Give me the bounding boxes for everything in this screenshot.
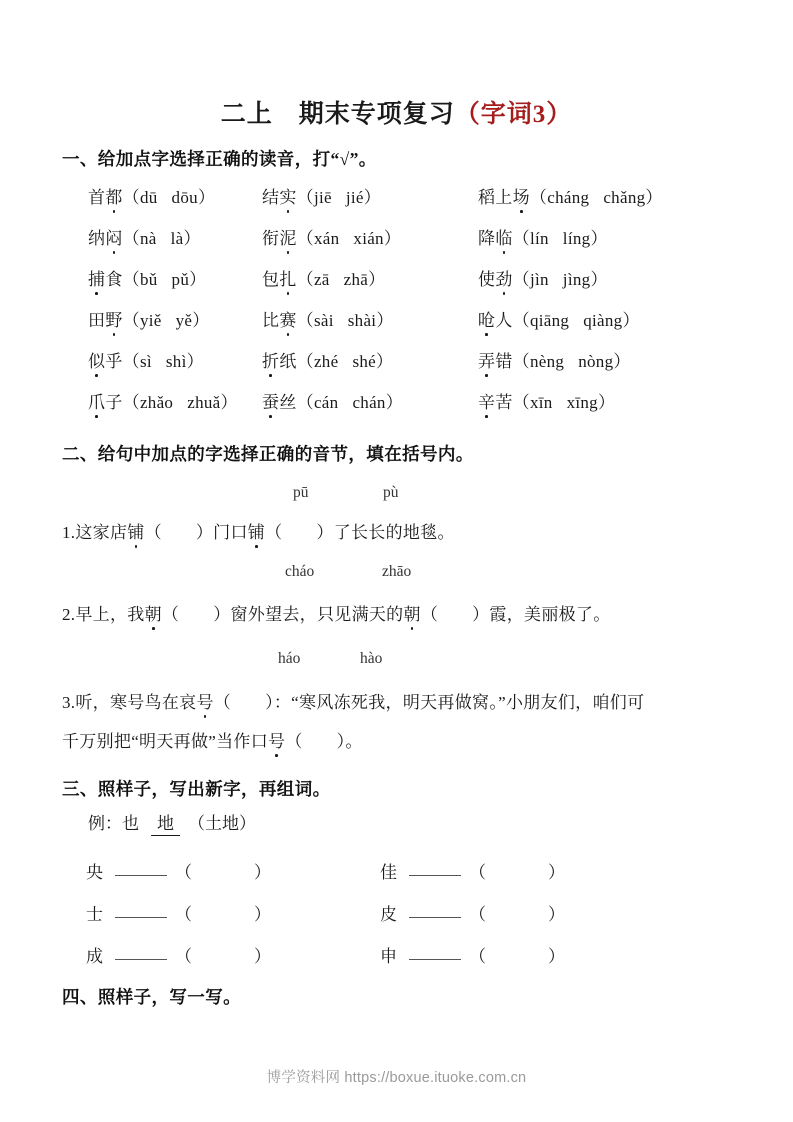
paren-close: ） (186, 352, 204, 371)
pinyin-choice-item[interactable] (262, 306, 394, 331)
write-word-parens[interactable] (469, 942, 565, 967)
write-word-parens[interactable] (175, 942, 271, 967)
dotted-char: 朝 (404, 600, 421, 625)
dotted-char: 辛 (478, 388, 495, 413)
paren-close: ） (622, 311, 640, 330)
answer-blank-parens[interactable] (214, 688, 265, 713)
pinyin-hint: cháo (285, 563, 315, 580)
pinyin-choice-row (0, 306, 793, 336)
word-prefix: 首 (88, 188, 106, 207)
dotted-char: 劲 (495, 265, 512, 290)
section-heading-2: 二、给句中加点的字选择正确的音节，填在括号内。 (62, 444, 474, 464)
pinyin-option-1[interactable]: qiāng (529, 311, 570, 330)
pinyin-hint: háo (278, 650, 301, 667)
section-3-example (88, 809, 256, 836)
new-char-item[interactable] (380, 900, 565, 925)
paren-close: ） (548, 905, 565, 924)
pinyin-choice-item[interactable] (88, 306, 210, 331)
sentence-text: 3.听，寒号鸟在哀 (62, 693, 197, 712)
dotted-char: 都 (105, 183, 122, 208)
dotted-char: 朝 (145, 600, 162, 625)
word-prefix: 纳 (88, 229, 106, 248)
dotted-char: 号 (268, 727, 285, 752)
pinyin-option-2[interactable]: jìng (562, 270, 591, 289)
example-label: 例： (88, 814, 122, 833)
new-char-item[interactable] (380, 942, 565, 967)
dotted-char: 野 (105, 306, 122, 331)
footer-watermark: 博学资料网 https://boxue.ituoke.com.cn (266, 1070, 527, 1086)
answer-blank-parens[interactable] (162, 600, 213, 625)
sentence-text: ）霞，美丽极了。 (472, 605, 611, 624)
paren-open: （ (296, 188, 314, 207)
pinyin-choice-item[interactable] (262, 183, 381, 208)
dotted-char: 扎 (279, 265, 296, 290)
answer-blank-parens[interactable] (421, 600, 472, 625)
word-suffix: 苦 (495, 393, 513, 412)
paren-open: （ (122, 352, 140, 371)
paren-open: （ (175, 863, 192, 882)
paren-open: （ (122, 311, 140, 330)
pinyin-option-1[interactable]: jiē (313, 188, 332, 207)
new-char-item[interactable] (86, 942, 271, 967)
pinyin-option-2[interactable]: zhā (343, 270, 369, 289)
pinyin-option-2[interactable]: líng (562, 229, 591, 248)
pinyin-option-2[interactable]: chán (352, 393, 386, 412)
write-char-blank[interactable] (409, 917, 461, 918)
base-char: 士 (86, 905, 103, 924)
dotted-char: 赛 (279, 306, 296, 331)
pinyin-hint: pù (383, 484, 399, 501)
sentence-line (62, 600, 611, 625)
pinyin-option-2[interactable]: yě (175, 311, 193, 330)
pinyin-option-1[interactable]: sài (313, 311, 334, 330)
paren-open: （ (469, 905, 486, 924)
word-prefix: 降 (478, 229, 496, 248)
word-suffix: 错 (495, 352, 513, 371)
paren-open: （ (420, 605, 439, 624)
pinyin-choice-item[interactable] (262, 224, 401, 249)
write-word-parens[interactable] (175, 900, 271, 925)
paren-close: ） (613, 352, 631, 371)
word-suffix: 丝 (279, 393, 297, 412)
pinyin-option-1[interactable]: jìn (529, 270, 549, 289)
pinyin-option-2[interactable]: shì (165, 352, 187, 371)
paren-close: ） (254, 905, 271, 924)
paren-close: ） (254, 863, 271, 882)
pinyin-choice-row (0, 183, 793, 213)
dotted-char: 蚕 (262, 388, 279, 413)
paren-open: （ (512, 352, 530, 371)
paren-close: ） (598, 393, 616, 412)
dotted-char: 折 (262, 347, 279, 372)
pinyin-hint: pū (293, 484, 309, 501)
example-answer-char: 地 (151, 809, 180, 836)
paren-open: （ (122, 188, 140, 207)
pinyin-option-1[interactable]: bǔ (139, 270, 158, 289)
paren-open: （ (122, 270, 140, 289)
base-char: 成 (86, 947, 103, 966)
pinyin-option-1[interactable]: zhé (313, 352, 339, 371)
pinyin-option-1[interactable]: cán (313, 393, 339, 412)
sentence-line (62, 518, 455, 543)
paren-open: （ (296, 311, 314, 330)
word-prefix: 稻上 (478, 188, 513, 207)
sentence-text: ）：“寒风冻死我，明天再做窝。”小朋友们，咱们可 (265, 693, 645, 712)
paren-open: （ (175, 905, 192, 924)
pinyin-option-1[interactable]: zhǎo (139, 393, 174, 412)
paren-close: ） (548, 947, 565, 966)
base-char: 央 (86, 863, 103, 882)
dotted-char: 捕 (88, 265, 105, 290)
dotted-char: 爪 (88, 388, 105, 413)
sentence-line (62, 727, 363, 752)
word-suffix: 子 (105, 393, 123, 412)
pinyin-option-2[interactable]: shài (347, 311, 377, 330)
pinyin-option-1[interactable]: cháng (547, 188, 590, 207)
example-base-char: 也 (122, 814, 139, 833)
paren-close: ） (376, 352, 394, 371)
section-heading-3: 三、照样子，写出新字，再组词。 (62, 779, 331, 799)
write-word-parens[interactable] (469, 858, 565, 883)
dotted-char: 铺 (248, 518, 265, 543)
sentence-text: 1.这家店 (62, 523, 128, 542)
pinyin-choice-item[interactable] (88, 347, 204, 372)
answer-blank-parens[interactable] (145, 518, 196, 543)
pinyin-choice-row (0, 224, 793, 254)
dotted-char: 号 (196, 688, 213, 713)
pinyin-choice-item[interactable] (88, 265, 206, 290)
write-word-parens[interactable] (175, 858, 271, 883)
dotted-char: 泥 (279, 224, 296, 249)
pinyin-option-2[interactable]: zhuǎ (187, 393, 221, 412)
pinyin-option-2[interactable]: chǎng (603, 188, 646, 207)
pinyin-choice-row (0, 347, 793, 377)
paren-open: （ (529, 188, 548, 207)
paren-close: ） (548, 863, 565, 882)
paren-open: （ (512, 229, 530, 248)
write-char-blank[interactable] (115, 875, 167, 876)
pinyin-option-2[interactable]: shé (352, 352, 376, 371)
word-suffix: 乎 (105, 352, 123, 371)
paren-open: （ (512, 393, 530, 412)
paren-open: （ (213, 693, 232, 712)
paren-open: （ (285, 732, 303, 751)
pinyin-choice-row (0, 388, 793, 418)
word-prefix: 使 (478, 270, 496, 289)
base-char: 申 (380, 947, 397, 966)
pinyin-option-2[interactable]: xián (353, 229, 384, 248)
paren-close: ） (363, 188, 382, 207)
word-prefix: 衔 (262, 229, 280, 248)
pinyin-option-1[interactable]: xán (313, 229, 340, 248)
base-char: 佳 (380, 863, 397, 882)
pinyin-option-1[interactable]: sì (139, 352, 152, 371)
pinyin-choice-item[interactable] (262, 347, 393, 372)
pinyin-choice-item[interactable] (478, 306, 640, 331)
pinyin-option-1[interactable]: zā (313, 270, 330, 289)
paren-close: ） (368, 270, 386, 289)
pinyin-option-2[interactable]: qiàng (583, 311, 623, 330)
write-char-blank[interactable] (115, 959, 167, 960)
paren-close: ） (590, 229, 608, 248)
word-prefix: 结 (262, 188, 280, 207)
pinyin-choice-row (0, 265, 793, 295)
pinyin-option-2[interactable]: pǔ (171, 270, 190, 289)
dotted-char: 弄 (478, 347, 495, 372)
pinyin-choice-item[interactable] (478, 224, 608, 249)
word-suffix: 人 (495, 311, 513, 330)
dotted-char: 铺 (127, 518, 144, 543)
write-char-blank[interactable] (409, 959, 461, 960)
pinyin-option-2[interactable]: jié (345, 188, 364, 207)
paren-close: ） (645, 188, 663, 207)
word-prefix: 包 (262, 270, 280, 289)
write-char-blank[interactable] (115, 917, 167, 918)
paren-open: （ (144, 523, 162, 542)
pinyin-choice-item[interactable] (88, 183, 215, 208)
page-title (0, 94, 793, 130)
pinyin-option-2[interactable]: là (170, 229, 184, 248)
pinyin-option-1[interactable]: dū (139, 188, 158, 207)
sentence-line (62, 688, 644, 713)
dotted-char: 闷 (105, 224, 122, 249)
answer-blank-parens[interactable] (265, 518, 316, 543)
sentence-text: ）了长长的地毯。 (316, 523, 455, 542)
page-title-main: 二上 期末专项复习 (220, 101, 455, 128)
new-char-item[interactable] (380, 858, 565, 883)
paren-open: （ (175, 947, 192, 966)
paren-close: ） (590, 270, 608, 289)
paren-open: （ (296, 352, 314, 371)
pinyin-option-2[interactable]: xīng (566, 393, 598, 412)
paren-open: （ (512, 311, 530, 330)
paren-open: （ (265, 523, 283, 542)
pinyin-choice-item[interactable] (478, 388, 615, 413)
pinyin-option-1[interactable]: nèng (529, 352, 565, 371)
paren-close: ） (183, 229, 201, 248)
answer-blank-parens[interactable] (285, 727, 336, 752)
sentence-text: 2.早上，我 (62, 605, 145, 624)
word-suffix: 纸 (279, 352, 297, 371)
dotted-char: 临 (495, 224, 512, 249)
pinyin-choice-item[interactable] (88, 388, 238, 413)
section-heading-4: 四、照样子，写一写。 (62, 987, 241, 1007)
pinyin-option-2[interactable]: nòng (578, 352, 614, 371)
word-prefix: 比 (262, 311, 280, 330)
pinyin-option-1[interactable]: xīn (529, 393, 553, 412)
page-title-accent: （字词3） (454, 101, 573, 128)
paren-open: （ (296, 270, 314, 289)
paren-open: （ (161, 605, 180, 624)
pinyin-choice-item[interactable] (478, 265, 608, 290)
base-char: 皮 (380, 905, 397, 924)
pinyin-hint: hào (360, 650, 383, 667)
pinyin-hint: zhāo (382, 563, 412, 580)
paren-close: ） (197, 188, 216, 207)
example-word: （土地） (188, 814, 256, 833)
pinyin-choice-item[interactable] (262, 265, 385, 290)
word-prefix: 田 (88, 311, 106, 330)
paren-open: （ (469, 947, 486, 966)
paren-close: ） (383, 229, 402, 248)
paren-close: ） (189, 270, 207, 289)
pinyin-choice-item[interactable] (88, 224, 201, 249)
pinyin-option-2[interactable]: dōu (171, 188, 198, 207)
new-char-item[interactable] (86, 858, 271, 883)
pinyin-option-1[interactable]: yiě (139, 311, 162, 330)
pinyin-choice-item[interactable] (478, 183, 663, 208)
write-char-blank[interactable] (409, 875, 461, 876)
pinyin-choice-item[interactable] (478, 347, 631, 372)
dotted-char: 呛 (478, 306, 495, 331)
paren-open: （ (512, 270, 530, 289)
paren-open: （ (122, 229, 140, 248)
paren-open: （ (296, 229, 314, 248)
pinyin-choice-item[interactable] (262, 388, 403, 413)
word-suffix: 食 (105, 270, 123, 289)
paren-close: ） (220, 393, 238, 412)
pinyin-option-1[interactable]: lín (529, 229, 549, 248)
sentence-text: ）门口 (195, 523, 248, 542)
dotted-char: 场 (513, 183, 530, 208)
paren-close: ） (192, 311, 210, 330)
paren-open: （ (469, 863, 486, 882)
sentence-text: 千万别把“明天再做”当作口 (62, 732, 268, 751)
section-heading-1: 一、给加点字选择正确的读音，打“√”。 (62, 149, 377, 169)
dotted-char: 似 (88, 347, 105, 372)
dotted-char: 实 (279, 183, 296, 208)
paren-close: ） (385, 393, 404, 412)
paren-open: （ (296, 393, 314, 412)
pinyin-option-1[interactable]: nà (139, 229, 157, 248)
sentence-text: ）窗外望去，只见满天的 (213, 605, 404, 624)
paren-open: （ (122, 393, 140, 412)
write-word-parens[interactable] (469, 900, 565, 925)
paren-close: ） (376, 311, 394, 330)
sentence-text: ）。 (336, 732, 363, 751)
new-char-item[interactable] (86, 900, 271, 925)
paren-close: ） (254, 947, 271, 966)
